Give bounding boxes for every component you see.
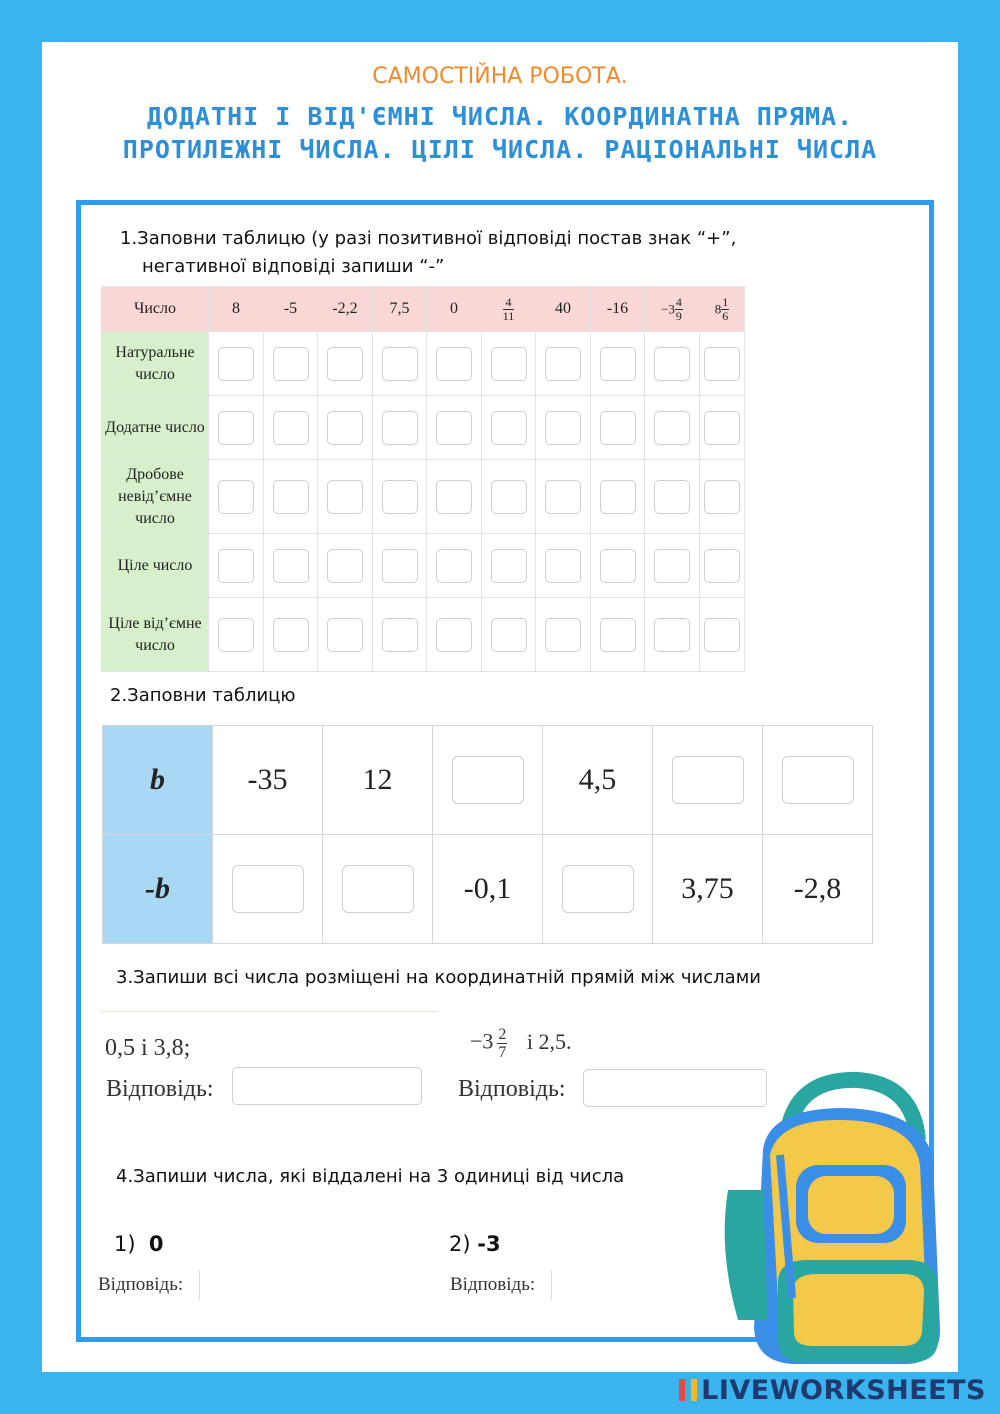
answer-box[interactable]: [491, 347, 527, 381]
answer-box[interactable]: [704, 549, 740, 583]
answer-box[interactable]: [273, 411, 309, 445]
answer-box[interactable]: [436, 480, 472, 514]
column-header: -16: [591, 287, 645, 332]
column-header: 7,5: [373, 287, 427, 332]
row-label: Додатне число: [102, 396, 209, 460]
answer-box[interactable]: [704, 480, 740, 514]
answer-box[interactable]: [327, 347, 363, 381]
column-header-mixed: −3 $\frac{4}{9}$: [645, 287, 700, 332]
answer-box[interactable]: [545, 411, 581, 445]
task3-answer-input-left[interactable]: [232, 1067, 422, 1105]
answer-box[interactable]: [218, 347, 254, 381]
task1-instruction-line2: негативної відповіді запиши “-”: [142, 256, 445, 277]
column-header-fraction: $\frac{4}{11}$: [482, 287, 536, 332]
answer-box[interactable]: [273, 549, 309, 583]
answer-box[interactable]: [218, 411, 254, 445]
answer-box[interactable]: [436, 411, 472, 445]
column-header: -2,2: [318, 287, 373, 332]
answer-box[interactable]: [382, 618, 418, 652]
task3-instruction: 3.Запиши всі числа розміщені на координатній прямій між числами: [116, 967, 761, 988]
answer-box[interactable]: [382, 549, 418, 583]
answer-box[interactable]: [273, 480, 309, 514]
answer-box[interactable]: [545, 480, 581, 514]
column-header: 40: [536, 287, 591, 332]
backpack-icon: [708, 1070, 958, 1370]
answer-box[interactable]: [654, 618, 690, 652]
task1-instruction-line1: 1.Заповни таблицю (у разі позитивної відповіді постав знак “+”,: [120, 228, 737, 249]
worksheet-page: [42, 42, 958, 1372]
row-label: Дробове невід’ємне число: [102, 460, 209, 534]
answer-box[interactable]: [600, 480, 636, 514]
answer-box[interactable]: [654, 347, 690, 381]
answer-box[interactable]: [600, 618, 636, 652]
answer-box[interactable]: [452, 756, 524, 804]
answer-box[interactable]: [491, 549, 527, 583]
row-label: Натуральне число: [102, 332, 209, 396]
task3-right-expression: −3 $\frac{2}{7}$ і 2,5.: [470, 1026, 572, 1061]
task3-left-expression: 0,5 і 3,8;: [105, 1035, 191, 1061]
answer-box[interactable]: [545, 549, 581, 583]
answer-box[interactable]: [232, 865, 304, 913]
answer-box[interactable]: [218, 480, 254, 514]
value-cell: -0,1: [433, 835, 543, 944]
value-cell: 4,5: [543, 726, 653, 835]
answer-box[interactable]: [545, 618, 581, 652]
column-header-mixed: 8 $\frac{1}{6}$: [700, 287, 745, 332]
answer-box[interactable]: [382, 347, 418, 381]
answer-box[interactable]: [218, 618, 254, 652]
answer-box[interactable]: [436, 618, 472, 652]
answer-box[interactable]: [491, 480, 527, 514]
label-b: b: [103, 726, 213, 835]
task1-table: [101, 286, 745, 672]
answer-box[interactable]: [600, 411, 636, 445]
task4-answer-label-2: Відповідь:: [450, 1274, 536, 1295]
task1-row: [102, 396, 745, 460]
task2-table: [102, 725, 873, 944]
row-label: Ціле від’ємне число: [102, 598, 209, 672]
task1-row: [102, 598, 745, 672]
task4-answer-input-1[interactable]: [199, 1270, 200, 1300]
task1-corner: Число: [102, 287, 209, 332]
task4-item2: 2) -3: [449, 1232, 501, 1256]
task2-row-neg-b: [103, 835, 873, 944]
task1-row: [102, 332, 745, 396]
answer-box[interactable]: [491, 411, 527, 445]
answer-box[interactable]: [436, 347, 472, 381]
task1-row: [102, 534, 745, 598]
task4-answer-input-2[interactable]: [551, 1270, 552, 1300]
answer-box[interactable]: [382, 480, 418, 514]
answer-box[interactable]: [273, 618, 309, 652]
column-header: 0: [427, 287, 482, 332]
answer-box[interactable]: [600, 347, 636, 381]
column-header: -5: [264, 287, 318, 332]
worksheet-title: ДОДАТНІ І ВІД'ЄМНІ ЧИСЛА. КООРДИНАТНА ПРЯМА. ПРОТИЛЕЖНІ ЧИСЛА. ЦІЛІ ЧИСЛА. РАЦІОНАЛЬНІ ЧИСЛА: [122, 102, 878, 164]
answer-box[interactable]: [562, 865, 634, 913]
task3-answer-label-right: Відповідь:: [458, 1076, 566, 1102]
task2-row-b: [103, 726, 873, 835]
answer-box[interactable]: [704, 411, 740, 445]
task4-item1: 1) 0: [114, 1232, 164, 1256]
task4-answer-label-1: Відповідь:: [98, 1274, 184, 1295]
answer-box[interactable]: [327, 480, 363, 514]
task2-instruction: 2.Заповни таблицю: [110, 685, 296, 706]
answer-box[interactable]: [654, 411, 690, 445]
answer-box[interactable]: [218, 549, 254, 583]
logo-icon: [679, 1379, 697, 1401]
answer-box[interactable]: [704, 347, 740, 381]
answer-box[interactable]: [327, 411, 363, 445]
worksheet-subtitle: САМОСТІЙНА РОБОТА.: [372, 64, 628, 89]
task3-answer-label-left: Відповідь:: [106, 1076, 214, 1102]
answer-box[interactable]: [327, 549, 363, 583]
answer-box[interactable]: [491, 618, 527, 652]
task1-header-row: [102, 287, 745, 332]
value-cell: 3,75: [653, 835, 763, 944]
answer-box[interactable]: [782, 756, 854, 804]
answer-box[interactable]: [273, 347, 309, 381]
answer-box[interactable]: [327, 618, 363, 652]
answer-box[interactable]: [704, 618, 740, 652]
row-label: Ціле число: [102, 534, 209, 598]
answer-box[interactable]: [672, 756, 744, 804]
answer-box[interactable]: [382, 411, 418, 445]
task1-row: [102, 460, 745, 534]
answer-box[interactable]: [436, 549, 472, 583]
answer-box[interactable]: [545, 347, 581, 381]
answer-box[interactable]: [654, 549, 690, 583]
value-cell: 12: [323, 726, 433, 835]
label-neg-b: -b: [103, 835, 213, 944]
column-header: 8: [209, 287, 264, 332]
brand-logo[interactable]: LIVEWORKSHEETS: [679, 1375, 986, 1406]
value-cell: -35: [213, 726, 323, 835]
value-cell: -2,8: [763, 835, 873, 944]
task4-instruction: 4.Запиши числа, які віддалені на 3 одиниці від числа: [116, 1166, 625, 1187]
answer-box[interactable]: [600, 549, 636, 583]
answer-box[interactable]: [654, 480, 690, 514]
answer-box[interactable]: [342, 865, 414, 913]
divider: [100, 1011, 438, 1012]
